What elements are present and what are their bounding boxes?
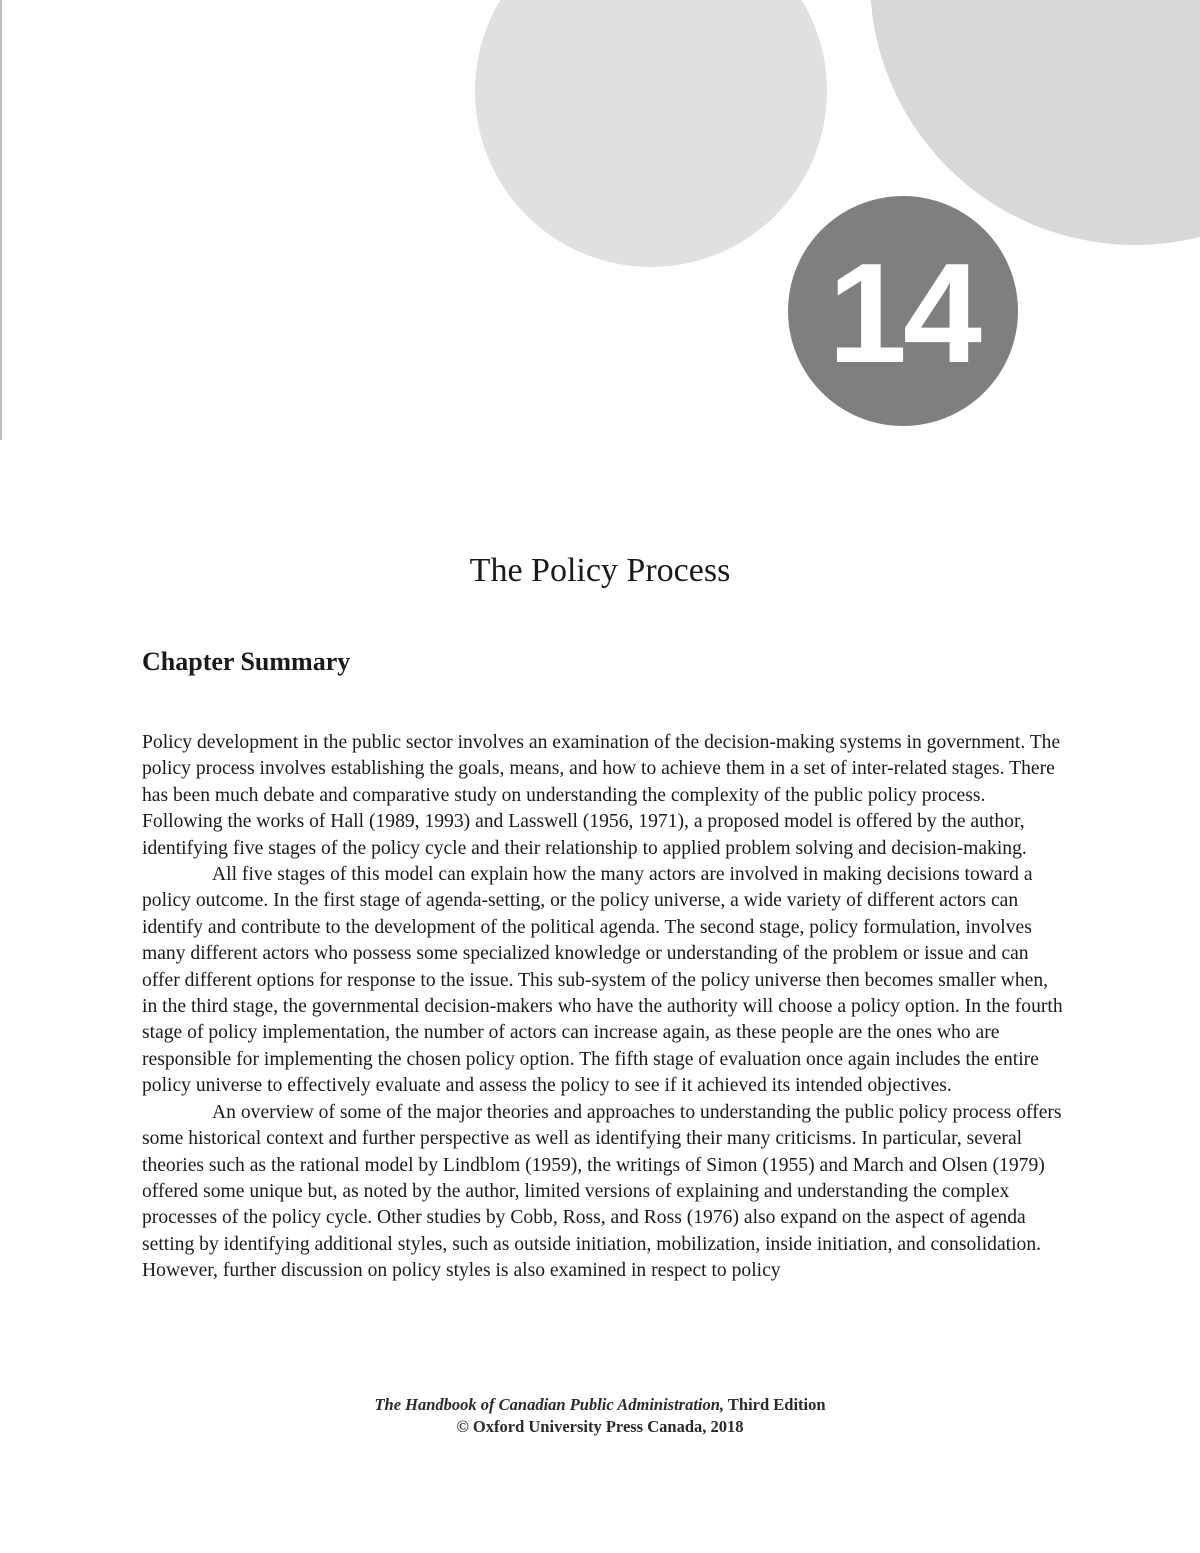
- footer-book-line: [0, 1394, 1200, 1416]
- chapter-number-badge: [788, 196, 1018, 426]
- footer-edition: Third Edition: [724, 1395, 826, 1414]
- page-footer: [0, 1394, 1200, 1438]
- summary-paragraph-3: An overview of some of the major theories and approaches to understanding the public policy process offers some historical context and further perspective as well as identifying their many criticisms. In particular, several theories such as the rational model by Lindblom (1959), the writings of Simon (1955) and March and Olsen (1979) offered some unique but, as noted by the author, limited versions of explaining and understanding the complex processes of the policy cycle. Other studies by Cobb, Ross, and Ross (1976) also expand on the aspect of agenda setting by identifying additional styles, such as outside initiation, mobilization, inside initiation, and consolidation. However, further discussion on policy styles is also examined in respect to policy: [142, 1101, 1062, 1282]
- footer-book-title: The Handbook of Canadian Public Administration,: [374, 1395, 725, 1414]
- footer-copyright: © Oxford University Press Canada, 2018: [456, 1417, 744, 1436]
- summary-paragraph-1: Policy development in the public sector involves an examination of the decision-making systems in government. The policy process involves establishing the goals, means, and how to achieve them in a set of inter-related stages. There has been much debate and comparative study on understanding the complexity of the public policy process. Following the works of Hall (1989, 1993) and Lasswell (1956, 1971), a proposed model is offered by the author, identifying five stages of the policy cycle and their relationship to applied problem solving and decision-making.: [142, 732, 1061, 859]
- summary-body: [142, 730, 1064, 1285]
- chapter-number: 14: [828, 234, 978, 393]
- section-heading: Chapter Summary: [142, 647, 351, 676]
- chapter-title: The Policy Process: [469, 552, 731, 589]
- page-edge-rule: [0, 0, 2, 440]
- decorative-circle-medium: [475, 0, 827, 267]
- summary-paragraph-2: All five stages of this model can explain how the many actors are involved in making decisions toward a policy outcome. In the first stage of agenda-setting, or the policy universe, a wide variety of different actors can identify and contribute to the development of the political agenda. The second stage, policy formulation, involves many different actors who possess some specialized knowledge or understanding of the problem or issue and can offer different options for response to the issue. This sub-system of the policy universe then becomes smaller when, in the third stage, the governmental decision-makers who have the authority will choose a policy option. In the fourth stage of policy implementation, the number of actors can increase again, as these people are the ones who are responsible for implementing the chosen policy option. The fifth stage of evaluation once again includes the entire policy universe to effectively evaluate and assess the policy to see if it achieved its intended objectives.: [142, 864, 1063, 1097]
